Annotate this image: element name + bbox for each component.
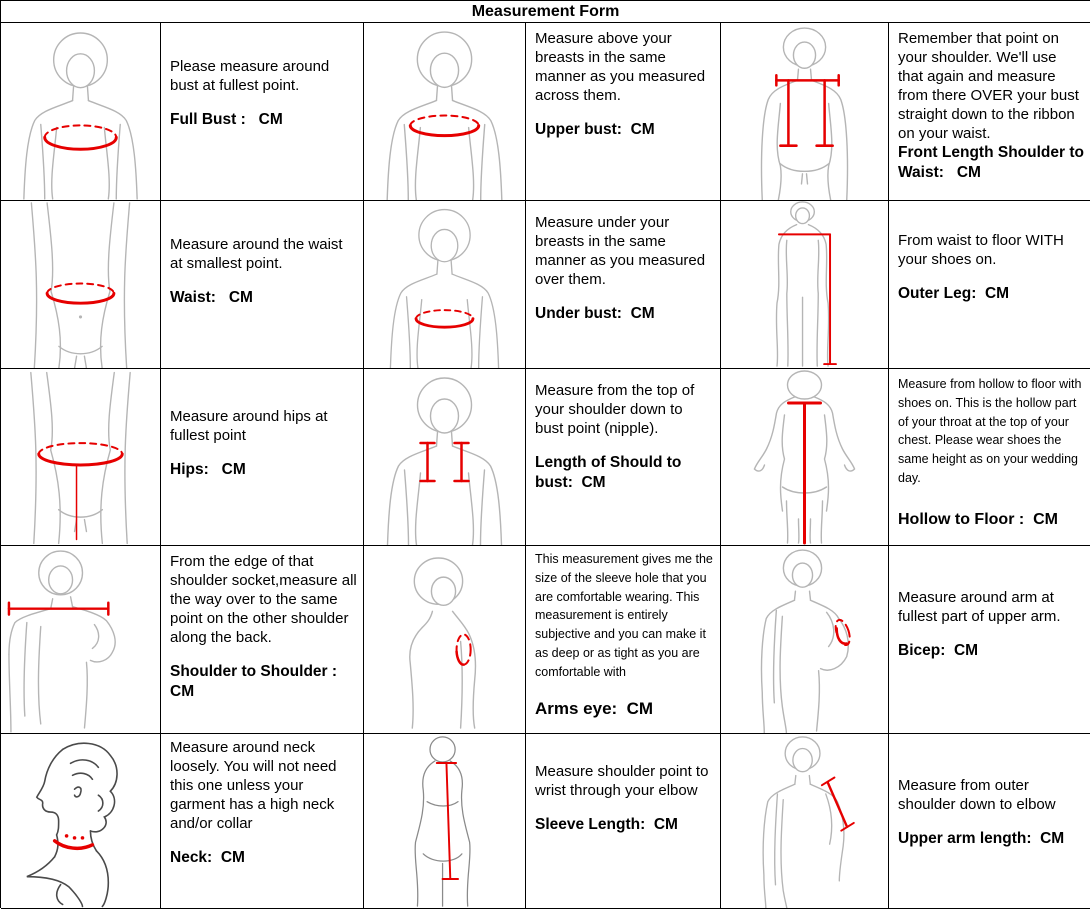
neck-description: Measure around neck loosely. You will not need this one unless your garment has a high neck and/or collar [170, 739, 341, 833]
waist-label: Waist: CM [170, 289, 253, 307]
front-length-text-cell [889, 23, 1090, 201]
front-length-description: Remember that point on your shoulder. We'll use that again and measure from there OVER your bust straight down to the ribbon on your waist. [898, 30, 1084, 143]
shoulder-to-bust-label: Length of Should to bust: CM [535, 454, 686, 491]
hips-description: Measure around hips at fullest point [170, 408, 332, 445]
bicep-label: Bicep: CM [898, 642, 979, 660]
bicep-figure [721, 546, 888, 733]
outer-leg-text-cell [889, 201, 1090, 369]
shoulder-to-shoulder-text-cell [161, 546, 364, 734]
sleeve-length-description: Measure shoulder point to wrist through your elbow [535, 763, 713, 800]
front-length-figure-cell [721, 23, 889, 201]
hollow-to-floor-text-cell [889, 369, 1090, 546]
arms-eye-text-cell [526, 546, 721, 734]
shoulder-to-shoulder-description: From the edge of that shoulder socket,measure all the way over to the same point on the other shoulder along the back. [170, 553, 361, 647]
full-bust-figure-cell [1, 23, 161, 201]
upper-arm-length-description: Measure from outer shoulder down to elbow [898, 777, 1056, 814]
waist-figure [1, 201, 160, 368]
hips-label: Hips: CM [170, 461, 246, 479]
bicep-text-cell [889, 546, 1090, 734]
arms-eye-label: Arms eye: CM [535, 699, 654, 719]
under-bust-figure-cell [364, 201, 526, 369]
hollow-to-floor-figure-cell [721, 369, 889, 546]
neck-figure [1, 734, 160, 908]
neck-label: Neck: CM [170, 849, 245, 867]
upper-arm-length-figure-cell [721, 734, 889, 909]
neck-text-cell [161, 734, 364, 909]
upper-bust-description: Measure above your breasts in the same manner as you measured across them. [535, 30, 710, 105]
arms-eye-description: This measurement gives me the size of the sleeve hole that you are comfortable wearing. This measurement is entirely subjective and you can make it as deep or as tight as you are comfortable with [535, 552, 717, 679]
under-bust-text-cell [526, 201, 721, 369]
full-bust-label: Full Bust : CM [170, 111, 283, 129]
upper-arm-length-label: Upper arm length: CM [898, 830, 1065, 848]
sleeve-length-label: Sleeve Length: CM [535, 816, 678, 834]
sleeve-length-figure-cell [364, 734, 526, 909]
sleeve-length-text-cell [526, 734, 721, 909]
bicep-description: Measure around arm at fullest part of upper arm. [898, 589, 1061, 626]
outer-leg-figure-cell [721, 201, 889, 369]
waist-figure-cell [1, 201, 161, 369]
under-bust-description: Measure under your breasts in the same manner as you measured over them. [535, 214, 710, 289]
waist-description: Measure around the waist at smallest point. [170, 236, 347, 273]
upper-bust-text-cell [526, 23, 721, 201]
shoulder-to-bust-figure [364, 369, 525, 545]
waist-text-cell [161, 201, 364, 369]
upper-bust-figure-cell [364, 23, 526, 201]
shoulder-to-bust-description: Measure from the top of your shoulder down to bust point (nipple). [535, 382, 699, 438]
shoulder-to-shoulder-figure-cell [1, 546, 161, 734]
hips-text-cell [161, 369, 364, 546]
upper-arm-length-text-cell [889, 734, 1090, 909]
hips-figure-cell [1, 369, 161, 546]
hollow-to-floor-figure [721, 369, 888, 545]
arms-eye-figure-cell [364, 546, 526, 734]
hollow-to-floor-description: Measure from hollow to floor with shoes on. This is the hollow part of your throat at the top of your chest. Please wear shoes the same height as on your wedding day. [898, 377, 1085, 485]
arms-eye-figure [364, 546, 525, 733]
sleeve-length-figure [364, 734, 525, 908]
upper-bust-label: Upper bust: CM [535, 121, 655, 139]
full-bust-description: Please measure around bust at fullest point. [170, 58, 334, 95]
under-bust-figure [364, 201, 525, 368]
shoulder-to-bust-figure-cell [364, 369, 526, 546]
outer-leg-description: From waist to floor WITH your shoes on. [898, 232, 1069, 269]
outer-leg-label: Outer Leg: CM [898, 285, 1010, 303]
upper-arm-length-figure [721, 734, 888, 908]
front-length-shoulder-to-waist-figure [721, 23, 888, 200]
bicep-figure-cell [721, 546, 889, 734]
form-title: Measurement Form [1, 1, 1090, 23]
shoulder-to-shoulder-figure [1, 546, 160, 733]
hips-figure [1, 369, 160, 545]
shoulder-to-shoulder-label: Shoulder to Shoulder : CM [170, 663, 342, 700]
under-bust-label: Under bust: CM [535, 305, 655, 323]
front-length-label: Front Length Shoulder to Waist: CM [898, 144, 1089, 181]
shoulder-to-bust-text-cell [526, 369, 721, 546]
neck-figure-cell [1, 734, 161, 909]
outer-leg-figure [721, 201, 888, 368]
upper-bust-figure [364, 23, 525, 200]
hollow-to-floor-label: Hollow to Floor : CM [898, 510, 1058, 528]
full-bust-figure [1, 23, 160, 200]
full-bust-text-cell [161, 23, 364, 201]
